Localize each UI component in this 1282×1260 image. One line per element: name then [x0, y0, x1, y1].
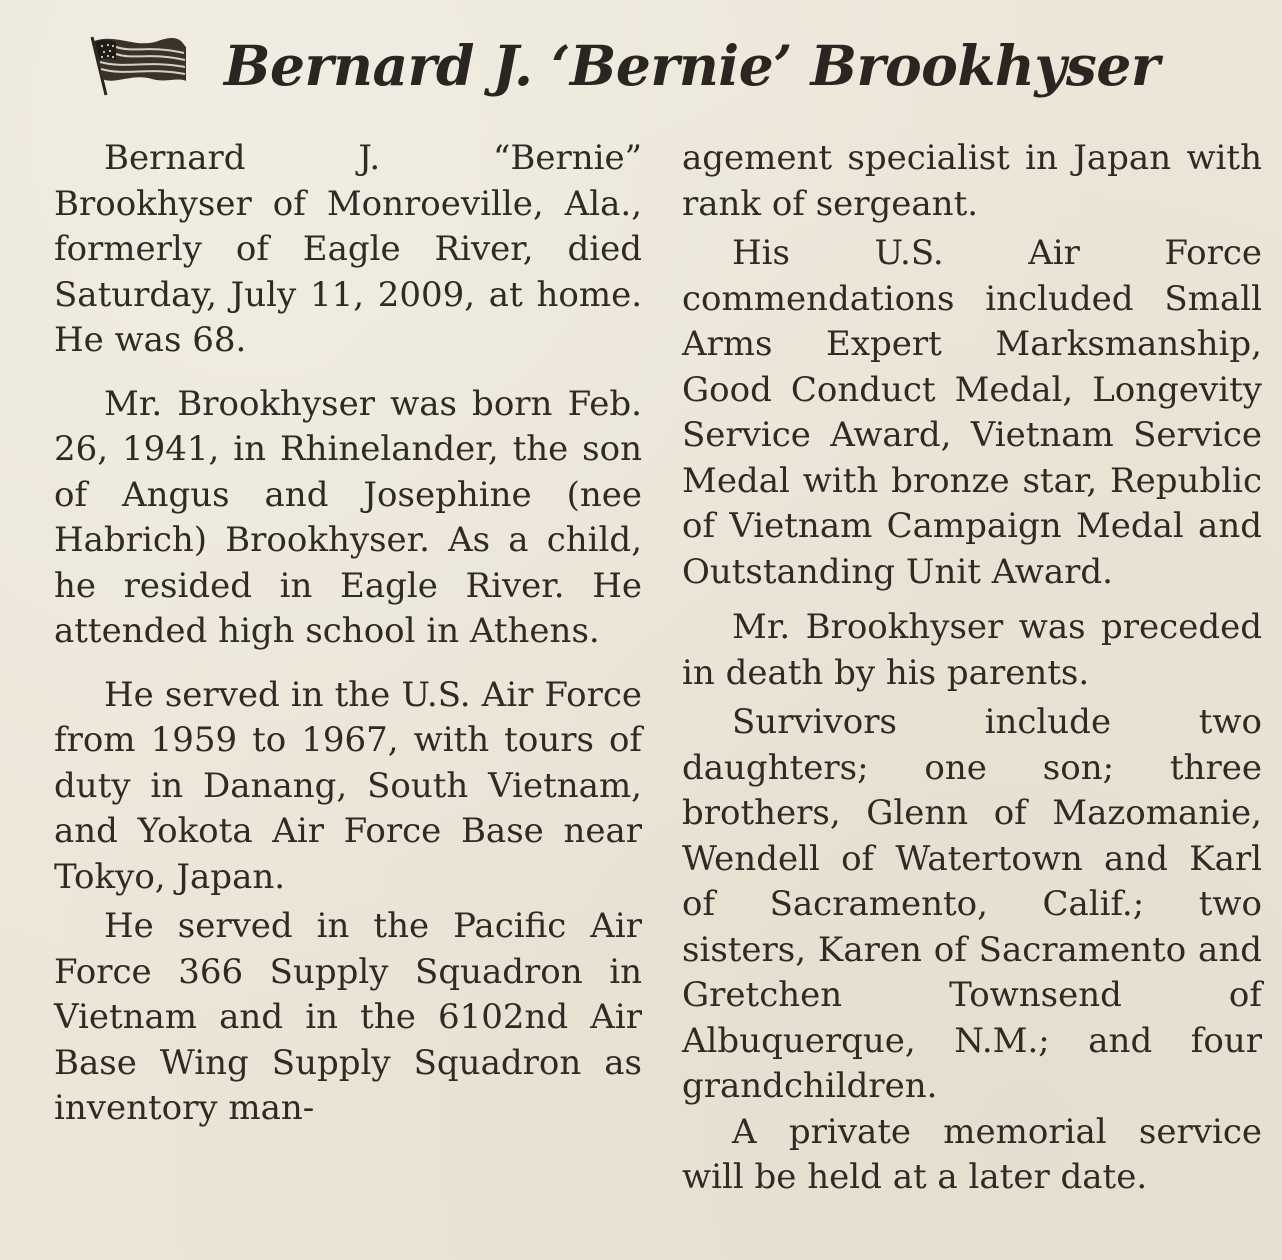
paragraph-service: He served in the U.S. Air Force from 1959 to 1967, with tours of duty in Danang, South Vietnam, and Yokota Air Force Base near Tokyo, Japan.	[54, 674, 642, 897]
right-text-column	[682, 136, 1262, 1201]
american-flag-icon	[86, 33, 190, 97]
obituary-header	[86, 20, 1159, 110]
paragraph-squadron: He served in the Pacific Air Force 366 Supply Squadron in Vietnam and in the 6102nd Air Base Wing Supply Squadron as inventory man-	[54, 906, 642, 1128]
paragraph-commendations: His U.S. Air Force commendations included Small Arms Expert Marksmanship, Good Conduct Medal, Longevity Service Award, Vietnam Service Medal with bronze star, Republic of Vietnam Campaign Medal and Outstanding Unit Award.	[682, 233, 1262, 592]
left-text-column	[54, 136, 642, 1132]
paragraph-birth: Mr. Brookhyser was born Feb. 26, 1941, in Rhinelander, the son of Angus and Josephine (nee Habrich) Brookhyser. As a child, he resided in Eagle River. He attended high school in Athens.	[54, 383, 642, 651]
paragraph-preceded: Mr. Brookhyser was preceded in death by his parents.	[682, 607, 1262, 693]
obituary-title: Bernard J. ‘Bernie’ Brookhyser	[224, 32, 1160, 98]
paragraph-memorial: A private memorial service will be held at a later date.	[682, 1111, 1262, 1197]
paragraph-continuation: agement specialist in Japan with rank of sergeant.	[682, 138, 1262, 224]
paragraph-survivors: Survivors include two daughters; one son; three brothers, Glenn of Mazomanie, Wendell of Watertown and Karl of Sacramento, Calif.; two sisters, Karen of Sacramento and Gretchen Townsend of Albuquerque, N.M.; and four grandchildren.	[682, 702, 1262, 1106]
paragraph-intro: Bernard J. “Bernie” Brookhyser of Monroeville, Ala., formerly of Eagle River, died Saturday, July 11, 2009, at home. He was 68.	[54, 138, 642, 360]
